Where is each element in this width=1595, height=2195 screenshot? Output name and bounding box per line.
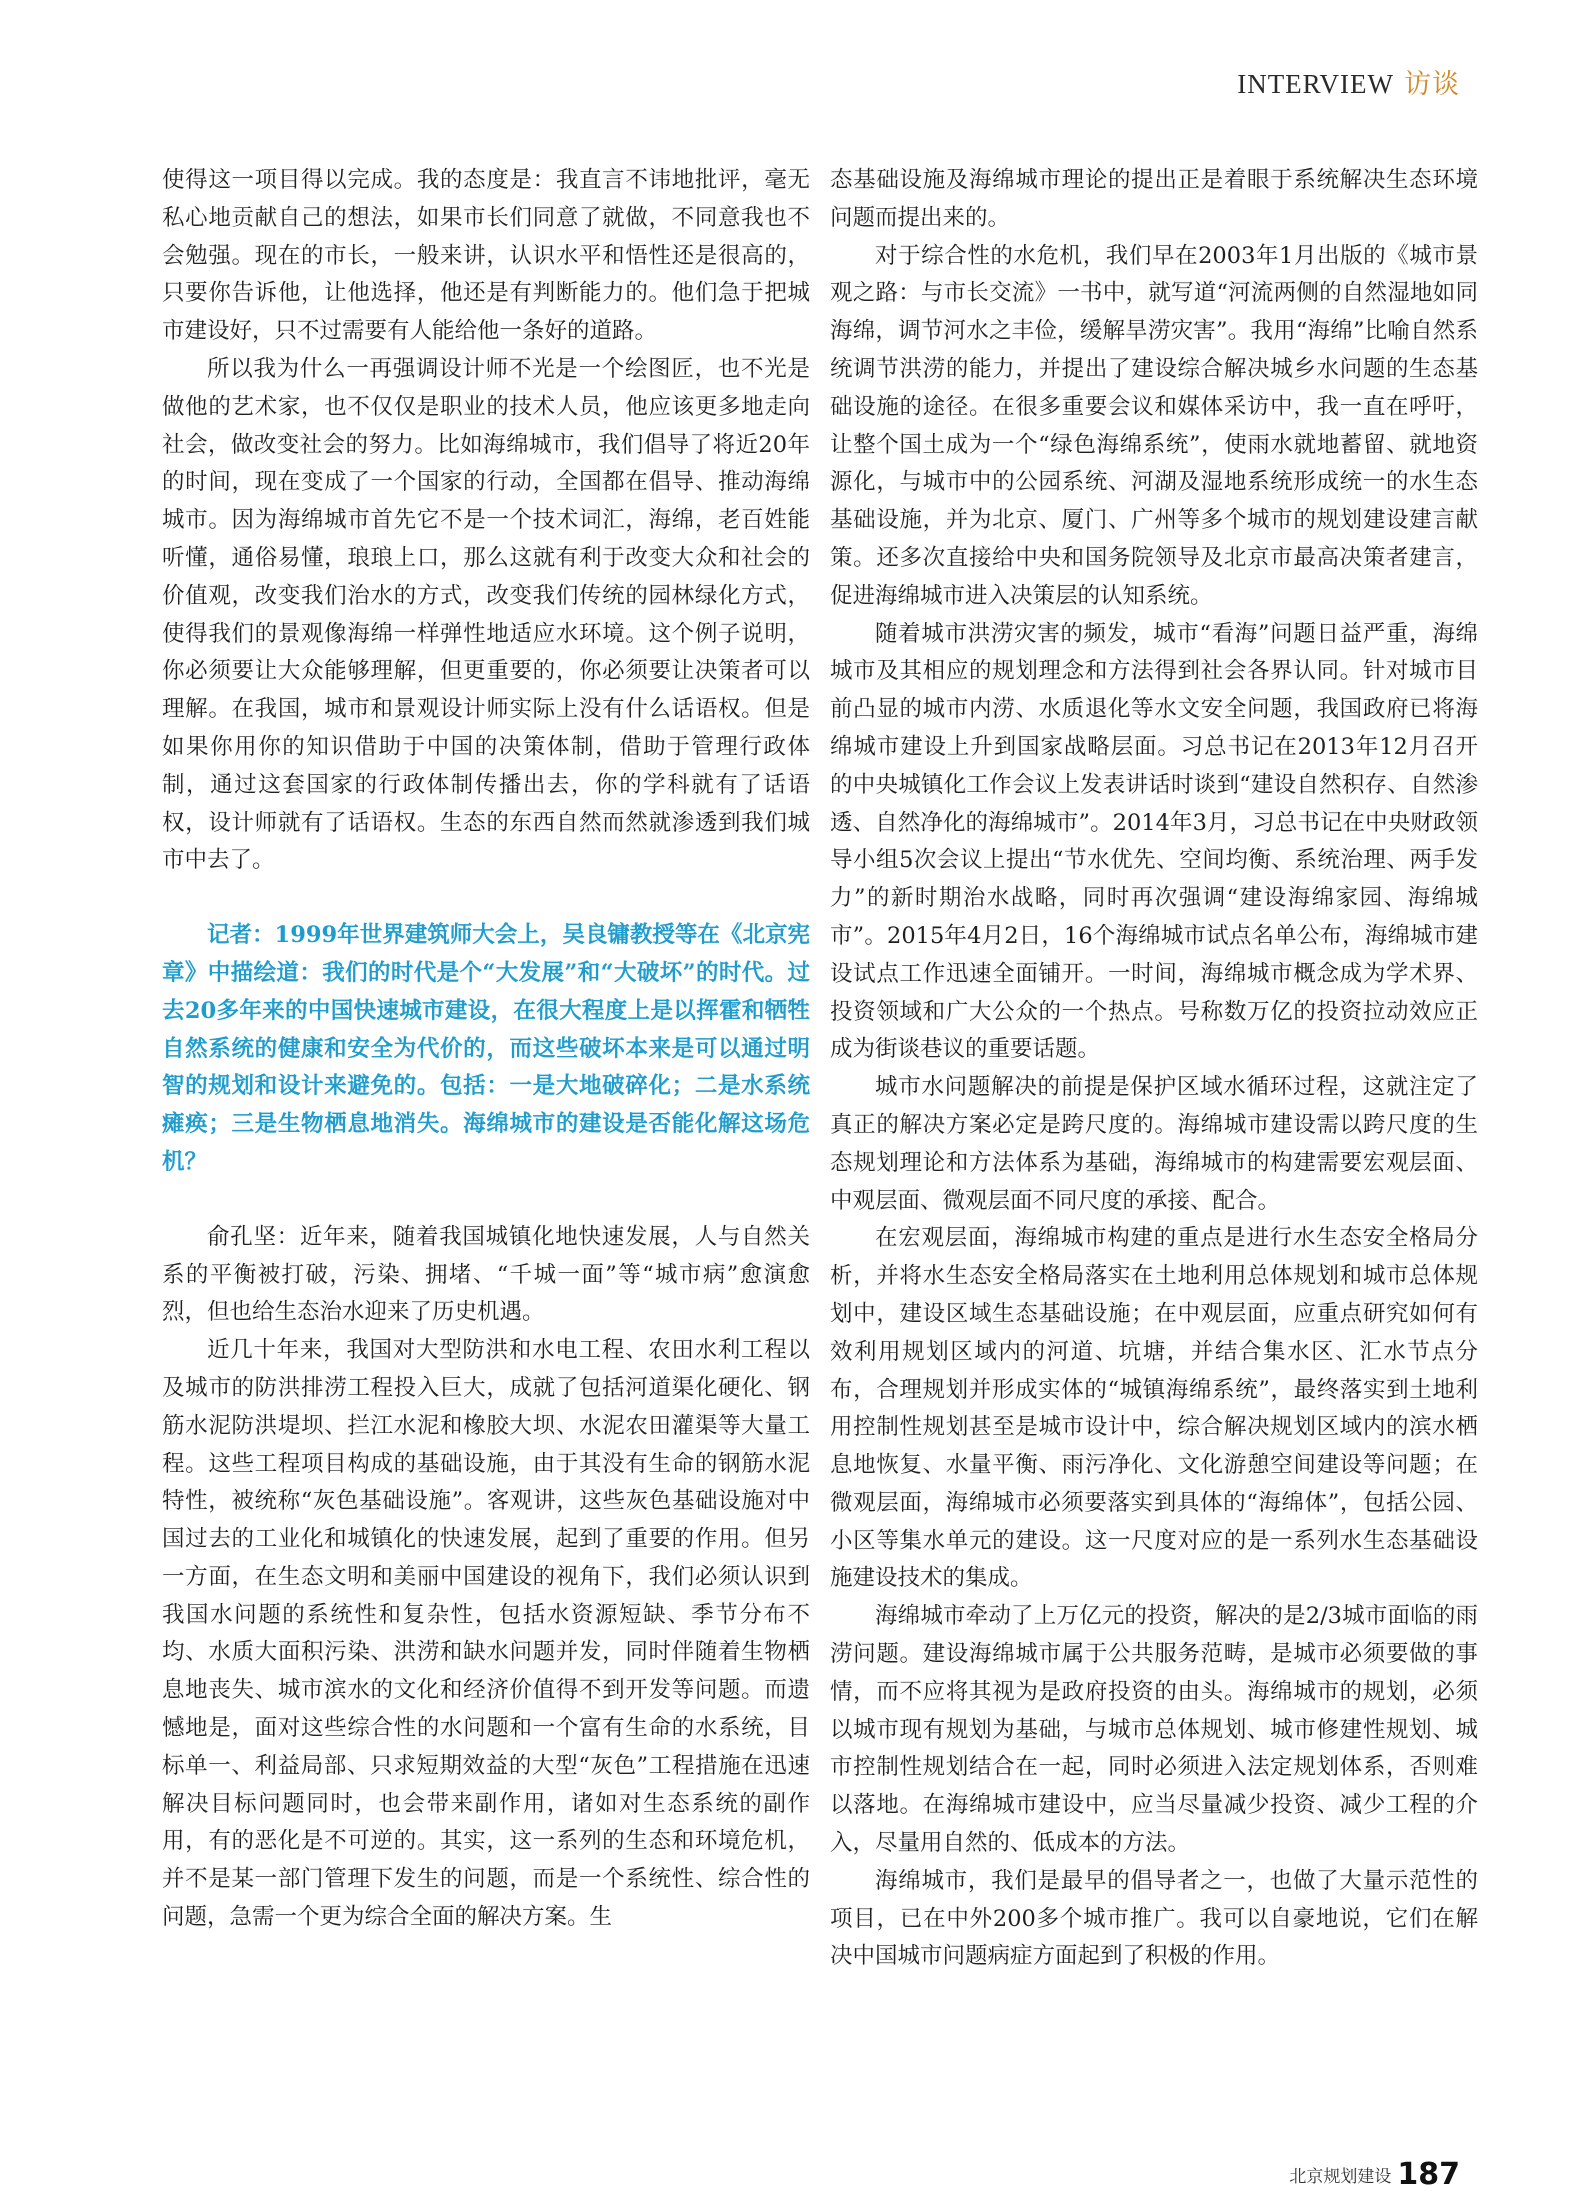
paragraph: 对于综合性的水危机，我们早在2003年1月出版的《城市景观之路：与市长交流》一书中，就写道“河流两侧的自然湿地如同海绵，调节河水之丰俭，缓解旱涝灾害”。我用“海绵”比喻自然系统调节洪涝的能力，并提出了建设综合解决城乡水问题的生态基础设施的途径。在很多重要会议和媒体采访中，我一直在呼吁，让整个国土成为一个“绿色海绵系统”，使雨水就地蓄留、就地资源化，与城市中的公园系统、河湖及湿地系统形成统一的水生态基础设施，并为北京、厦门、广州等多个城市的规划建设建言献策。还多次直接给中央和国务院领导及北京市最高决策者建言，促进海绵城市进入决策层的认知系统。 <box>830 242 1478 609</box>
page-number: 187 <box>1397 2157 1460 2192</box>
paragraph: 海绵城市，我们是最早的倡导者之一，也做了大量示范性的项目，已在中外200多个城市推广。我可以自豪地说，它们在解决中国城市问题病症方面起到了积极的作用。 <box>830 1867 1478 1970</box>
right-column <box>830 162 1478 1976</box>
section-header <box>1237 62 1460 101</box>
left-column <box>162 162 810 1937</box>
publication-name: 北京规划建设 <box>1289 2167 1392 2187</box>
interviewer-question: 记者：1999年世界建筑师大会上，吴良镛教授等在《北京宪章》中描绘道：我们的时代是个“大发展”和“大破坏”的时代。过去20多年来的中国快速城市建设，在很大程度上是以挥霍和牺牲自然系统的健康和安全为代价的，而这些破坏本来是可以通过明智的规划和设计来避免的。包括：一是大地破碎化；二是水系统瘫痪；三是生物栖息地消失。海绵城市的建设是否能化解这场危机？ <box>162 922 810 1175</box>
paragraph: 随着城市洪涝灾害的频发，城市“看海”问题日益严重，海绵城市及其相应的规划理念和方法得到社会各界认同。针对城市目前凸显的城市内涝、水质退化等水文安全问题，我国政府已将海绵城市建设上升到国家战略层面。习总书记在2013年12月召开的中央城镇化工作会议上发表讲话时谈到“建设自然积存、自然渗透、自然净化的海绵城市”。2014年3月，习总书记在中央财政领导小组5次会议上提出“节水优先、空间均衡、系统治理、两手发力”的新时期治水战略，同时再次强调“建设海绵家园、海绵城市”。2015年4月2日，16个海绵城市试点名单公布，海绵城市建设试点工作迅速全面铺开。一时间，海绵城市概念成为学术界、投资领域和广大公众的一个热点。号称数万亿的投资拉动效应正成为街谈巷议的重要话题。 <box>830 620 1478 1063</box>
paragraph: 城市水问题解决的前提是保护区域水循环过程，这就注定了真正的解决方案必定是跨尺度的。海绵城市建设需以跨尺度的生态规划理论和方法体系为基础，海绵城市的构建需要宏观层面、中观层面、微观层面不同尺度的承接、配合。 <box>830 1074 1478 1214</box>
paragraph: 在宏观层面，海绵城市构建的重点是进行水生态安全格局分析，并将水生态安全格局落实在土地利用总体规划和城市总体规划中，建设区域生态基础设施；在中观层面，应重点研究如何有效利用规划区域内的河道、坑塘，并结合集水区、汇水节点分布，合理规划并形成实体的“城镇海绵系统”，最终落实到土地利用控制性规划甚至是城市设计中，综合解决规划区域内的滨水栖息地恢复、水量平衡、雨污净化、文化游憩空间建设等问题；在微观层面，海绵城市必须要落实到具体的“海绵体”，包括公园、小区等集水单元的建设。这一尺度对应的是一系列水生态基础设施建设技术的集成。 <box>830 1225 1478 1592</box>
page-footer <box>1289 2157 1460 2192</box>
section-label-cn: 访谈 <box>1404 69 1460 100</box>
paragraph: 俞孔坚：近年来，随着我国城镇化地快速发展，人与自然关系的平衡被打破，污染、拥堵、“千城一面”等“城市病”愈演愈烈，但也给生态治水迎来了历史机遇。 <box>162 1223 810 1326</box>
section-label-en: INTERVIEW <box>1237 69 1394 99</box>
paragraph: 海绵城市牵动了上万亿元的投资，解决的是2/3城市面临的雨涝问题。建设海绵城市属于公共服务范畴，是城市必须要做的事情，而不应将其视为是政府投资的由头。海绵城市的规划，必须以城市现有规划为基础，与城市总体规划、城市修建性规划、城市控制性规划结合在一起，同时必须进入法定规划体系，否则难以落地。在海绵城市建设中，应当尽量减少投资、减少工程的介入，尽量用自然的、低成本的方法。 <box>830 1603 1478 1857</box>
paragraph: 所以我为什么一再强调设计师不光是一个绘图匠，也不光是做他的艺术家，也不仅仅是职业的技术人员，他应该更多地走向社会，做改变社会的努力。比如海绵城市，我们倡导了将近20年的时间，现在变成了一个国家的行动，全国都在倡导、推动海绵城市。因为海绵城市首先它不是一个技术词汇，海绵，老百姓能听懂，通俗易懂，琅琅上口，那么这就有利于改变大众和社会的价值观，改变我们治水的方式，改变我们传统的园林绿化方式，使得我们的景观像海绵一样弹性地适应水环境。这个例子说明，你必须要让大众能够理解，但更重要的，你必须要让决策者可以理解。在我国，城市和景观设计师实际上没有什么话语权。但是如果你用你的知识借助于中国的决策体制，借助于管理行政体制，通过这套国家的行政体制传播出去，你的学科就有了话语权，设计师就有了话语权。生态的东西自然而然就渗透到我们城市中去了。 <box>162 355 810 874</box>
paragraph: 使得这一项目得以完成。我的态度是：我直言不讳地批评，毫无私心地贡献自己的想法，如果市长们同意了就做，不同意我也不会勉强。现在的市长，一般来讲，认识水平和悟性还是很高的，只要你告诉他，让他选择，他还是有判断能力的。他们急于把城市建设好，只不过需要有人能给他一条好的道路。 <box>162 167 810 345</box>
paragraph: 态基础设施及海绵城市理论的提出正是着眼于系统解决生态环境问题而提出来的。 <box>830 167 1478 231</box>
paragraph: 近几十年来，我国对大型防洪和水电工程、农田水利工程以及城市的防洪排涝工程投入巨大，成就了包括河道渠化硬化、钢筋水泥防洪堤坝、拦江水泥和橡胶大坝、水泥农田灌渠等大量工程。这些工程项目构成的基础设施，由于其没有生命的钢筋水泥特性，被统称“灰色基础设施”。客观讲，这些灰色基础设施对中国过去的工业化和城镇化的快速发展，起到了重要的作用。但另一方面，在生态文明和美丽中国建设的视角下，我们必须认识到我国水问题的系统性和复杂性，包括水资源短缺、季节分布不均、水质大面积污染、洪涝和缺水问题并发，同时伴随着生物栖息地丧失、城市滨水的文化和经济价值得不到开发等问题。而遗憾地是，面对这些综合性的水问题和一个富有生命的水系统，目标单一、利益局部、只求短期效益的大型“灰色”工程措施在迅速解决目标问题同时，也会带来副作用，诸如对生态系统的副作用，有的恶化是不可逆的。其实，这一系列的生态和环境危机，并不是某一部门管理下发生的问题，而是一个系统性、综合性的问题，急需一个更为综合全面的解决方案。生 <box>162 1337 810 1931</box>
